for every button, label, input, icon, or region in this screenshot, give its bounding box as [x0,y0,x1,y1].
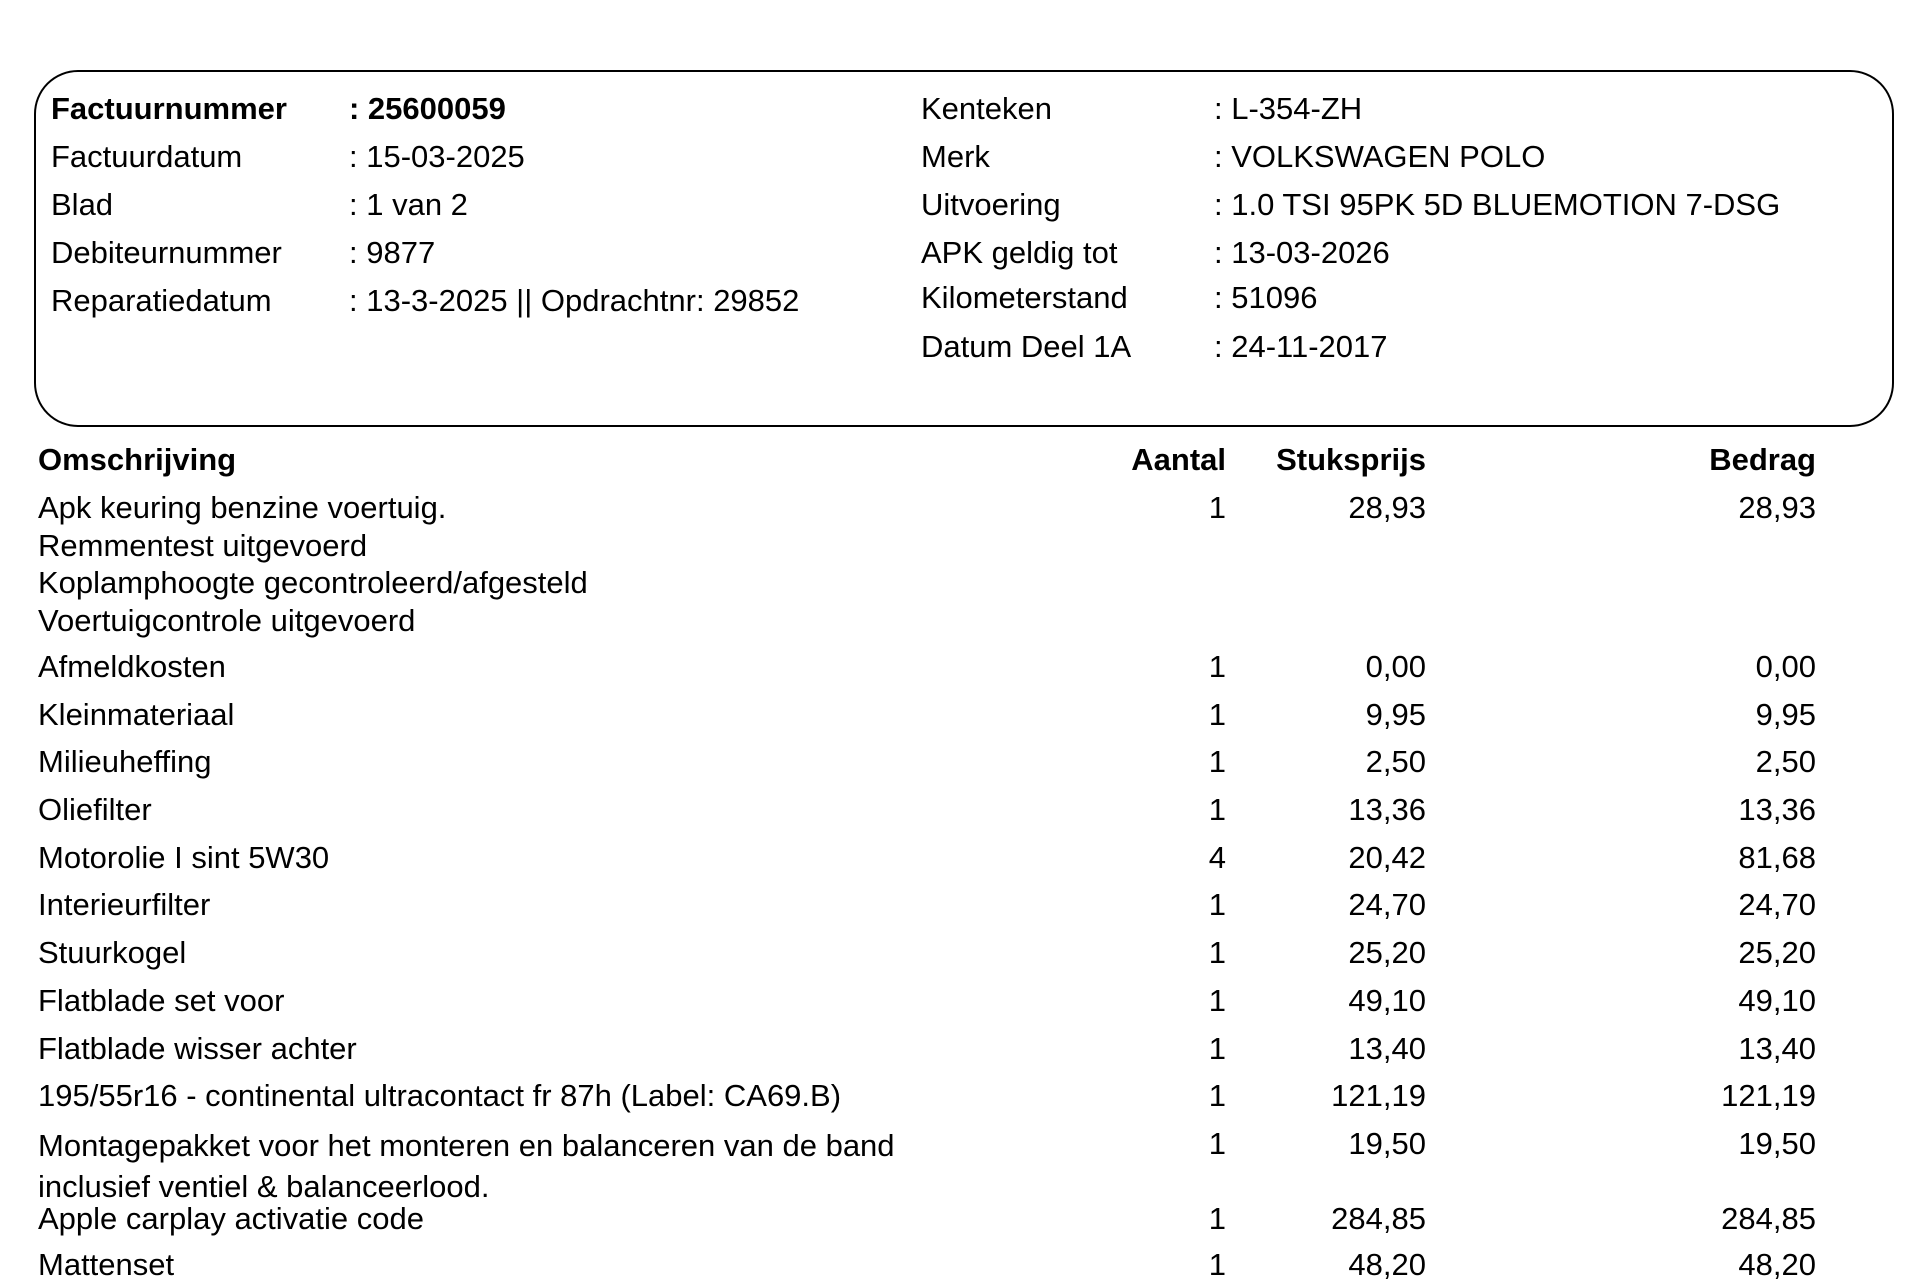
registration-date-label: Datum Deel 1A [921,329,1132,364]
row-amount: 13,36 [1738,792,1816,827]
row-unit-price: 121,19 [1331,1078,1426,1113]
row-description: 195/55r16 - continental ultracontact fr 87h (Label: CA69.B) [38,1078,842,1113]
invoice-date-label: Factuurdatum [51,139,243,174]
row-description: Apk keuring benzine voertuig. Remmentest uitgevoerd Koplamphoogte gecontroleerd/afgesteld Voertuigcontrole uitgevoerd [38,490,588,638]
row-quantity: 1 [1208,1078,1226,1113]
row-amount: 28,93 [1738,490,1816,525]
row-amount: 25,20 [1738,935,1816,970]
row-unit-price: 28,93 [1348,490,1426,525]
row-unit-price: 48,20 [1348,1247,1426,1282]
row-unit-price: 20,42 [1348,840,1426,875]
row-quantity: 1 [1208,1247,1226,1282]
row-description: Apple carplay activatie code [38,1201,425,1236]
row-description: Oliefilter [38,792,152,827]
header-quantity: Aantal [1131,442,1226,477]
row-description: Montagepakket voor het monteren en balanceren van de band inclusief ventiel & balanceerlood. [38,1128,895,1204]
row-amount: 121,19 [1721,1078,1816,1113]
row-quantity: 1 [1208,935,1226,970]
row-description: Stuurkogel [38,935,187,970]
row-quantity: 1 [1208,1126,1226,1161]
invoice-date-value: : 15-03-2025 [349,139,525,174]
row-description: Milieuheffing [38,744,212,779]
row-amount: 19,50 [1738,1126,1816,1161]
row-amount: 81,68 [1738,840,1816,875]
row-amount: 2,50 [1755,744,1816,779]
mileage-value: : 51096 [1214,280,1318,315]
header-description: Omschrijving [38,442,237,477]
apk-valid-label: APK geldig tot [921,235,1118,270]
row-amount: 0,00 [1755,649,1816,684]
brand-value: : VOLKSWAGEN POLO [1214,139,1546,174]
row-quantity: 1 [1208,887,1226,922]
apk-valid-value: : 13-03-2026 [1214,235,1390,270]
row-quantity: 1 [1208,490,1226,525]
row-unit-price: 25,20 [1348,935,1426,970]
row-unit-price: 19,50 [1348,1126,1426,1161]
row-quantity: 1 [1208,697,1226,732]
row-unit-price: 9,95 [1365,697,1426,732]
row-unit-price: 284,85 [1331,1201,1426,1236]
header-amount: Bedrag [1709,442,1816,477]
repair-date-value: : 13-3-2025 || Opdrachtnr: 29852 [349,283,800,318]
model-value: : 1.0 TSI 95PK 5D BLUEMOTION 7-DSG [1214,187,1781,222]
page-label: Blad [51,187,114,222]
row-unit-price: 13,36 [1348,792,1426,827]
model-label: Uitvoering [921,187,1061,222]
row-description: Kleinmateriaal [38,697,235,732]
mileage-label: Kilometerstand [921,280,1128,315]
row-unit-price: 13,40 [1348,1031,1426,1066]
row-unit-price: 2,50 [1365,744,1426,779]
row-quantity: 1 [1208,1201,1226,1236]
row-amount: 49,10 [1738,983,1816,1018]
debtor-number-label: Debiteurnummer [51,235,282,270]
row-description: Flatblade set voor [38,983,285,1018]
license-plate-value: : L-354-ZH [1214,91,1363,126]
page-value: : 1 van 2 [349,187,468,222]
row-description: Mattenset [38,1247,175,1282]
row-unit-price: 24,70 [1348,887,1426,922]
brand-label: Merk [921,139,990,174]
registration-date-value: : 24-11-2017 [1214,329,1388,364]
row-amount: 24,70 [1738,887,1816,922]
row-description: Flatblade wisser achter [38,1031,357,1066]
row-unit-price: 0,00 [1365,649,1426,684]
row-amount: 13,40 [1738,1031,1816,1066]
row-quantity: 1 [1208,744,1226,779]
row-quantity: 1 [1208,1031,1226,1066]
repair-date-label: Reparatiedatum [51,283,272,318]
debtor-number-value: : 9877 [349,235,436,270]
license-plate-label: Kenteken [921,91,1052,126]
row-quantity: 1 [1208,792,1226,827]
row-description: Interieurfilter [38,887,211,922]
row-quantity: 1 [1208,649,1226,684]
row-quantity: 1 [1208,983,1226,1018]
row-amount: 48,20 [1738,1247,1816,1282]
header-unit-price: Stuksprijs [1276,442,1426,477]
row-description: Afmeldkosten [38,649,226,684]
invoice-number-value: : 25600059 [349,91,506,126]
invoice-number-label: Factuurnummer [51,91,287,126]
row-amount: 284,85 [1721,1201,1816,1236]
row-amount: 9,95 [1755,697,1816,732]
row-unit-price: 49,10 [1348,983,1426,1018]
row-description: Motorolie I sint 5W30 [38,840,330,875]
row-quantity: 4 [1208,840,1226,875]
